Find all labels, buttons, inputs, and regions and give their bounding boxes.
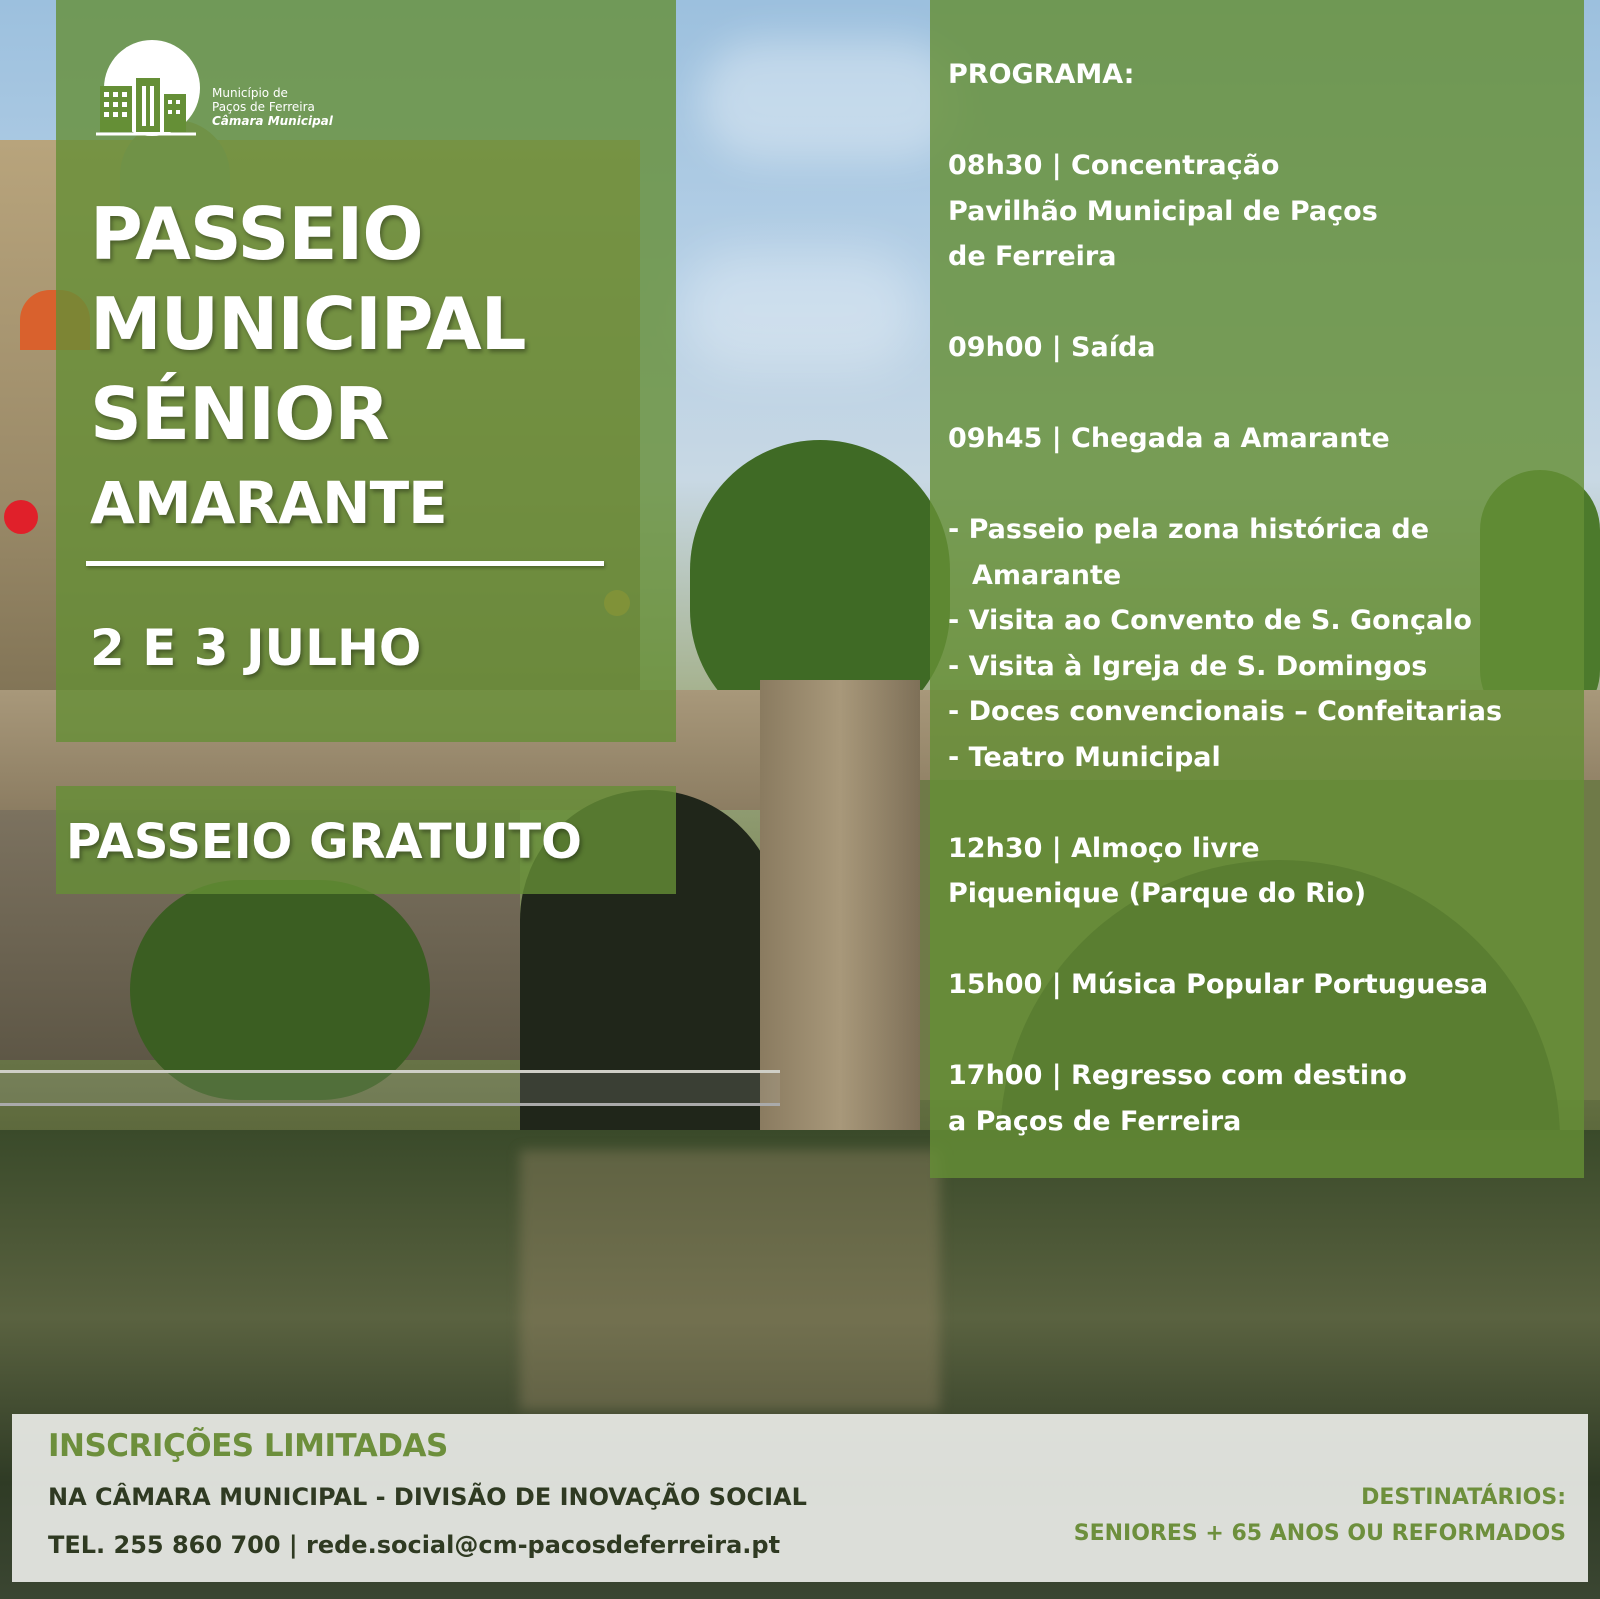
- riverside-walkway: [0, 1070, 780, 1106]
- logo-line-3: Câmara Municipal: [212, 114, 333, 128]
- municipality-building-logo-icon: [96, 38, 202, 138]
- target-audience: SENIORES + 65 ANOS OU REFORMADOS: [1073, 1521, 1566, 1546]
- free-tour-label: PASSEIO GRATUITO: [66, 814, 582, 870]
- program-line: 15h00 | Música Popular Portuguesa: [948, 969, 1489, 1000]
- municipality-logo: [96, 38, 333, 140]
- cloud: [680, 250, 920, 370]
- registration-contact: TEL. 255 860 700 | rede.social@cm-pacosdeferreira.pt: [48, 1531, 781, 1559]
- program-activity: - Visita à Igreja de S. Domingos: [948, 650, 1428, 682]
- event-title-line-2: MUNICIPAL: [90, 282, 526, 366]
- cloud: [700, 40, 960, 160]
- target-audience-label: DESTINATÁRIOS:: [1361, 1485, 1566, 1510]
- bridge-pillar: [760, 680, 920, 1150]
- river-reflection: [520, 1150, 940, 1410]
- registration-footer: [12, 1414, 1588, 1582]
- event-title-line-3: SÉNIOR: [90, 372, 389, 456]
- logo-line-1: Município de: [212, 86, 288, 100]
- program-line: de Ferreira: [948, 241, 1117, 272]
- program-activity-continued: Amarante: [972, 559, 1122, 591]
- registration-title: INSCRIÇÕES LIMITADAS: [48, 1428, 448, 1464]
- program-line: 17h00 | Regresso com destino: [948, 1060, 1407, 1091]
- logo-line-2: Paços de Ferreira: [212, 100, 315, 114]
- program-line: 09h45 | Chegada a Amarante: [948, 423, 1390, 454]
- program-activity: - Teatro Municipal: [948, 741, 1221, 773]
- logo-wordmark: [212, 86, 333, 128]
- program-activity: - Visita ao Convento de S. Gonçalo: [948, 605, 1472, 636]
- title-divider: [86, 561, 604, 566]
- program-line: a Paços de Ferreira: [948, 1105, 1242, 1137]
- program-activity: - Doces convencionais – Confeitarias: [948, 696, 1503, 727]
- lantern: [4, 500, 38, 534]
- event-dates: 2 E 3 JULHO: [90, 619, 422, 677]
- program-line: Piquenique (Parque do Rio): [948, 878, 1367, 909]
- registration-location: NA CÂMARA MUNICIPAL - DIVISÃO DE INOVAÇÃO SOCIAL: [48, 1483, 807, 1511]
- event-destination: AMARANTE: [90, 469, 447, 537]
- program-line: 08h30 | Concentração: [948, 150, 1280, 181]
- program-heading: PROGRAMA:: [948, 59, 1135, 90]
- event-title-line-1: PASSEIO: [90, 192, 423, 276]
- bushes: [130, 880, 430, 1100]
- program-line: 09h00 | Saída: [948, 332, 1156, 363]
- program-line: 12h30 | Almoço livre: [948, 832, 1260, 864]
- program-activity: - Passeio pela zona histórica de: [948, 514, 1430, 545]
- program-line: Pavilhão Municipal de Paços: [948, 195, 1378, 227]
- program-list: [948, 52, 1568, 1144]
